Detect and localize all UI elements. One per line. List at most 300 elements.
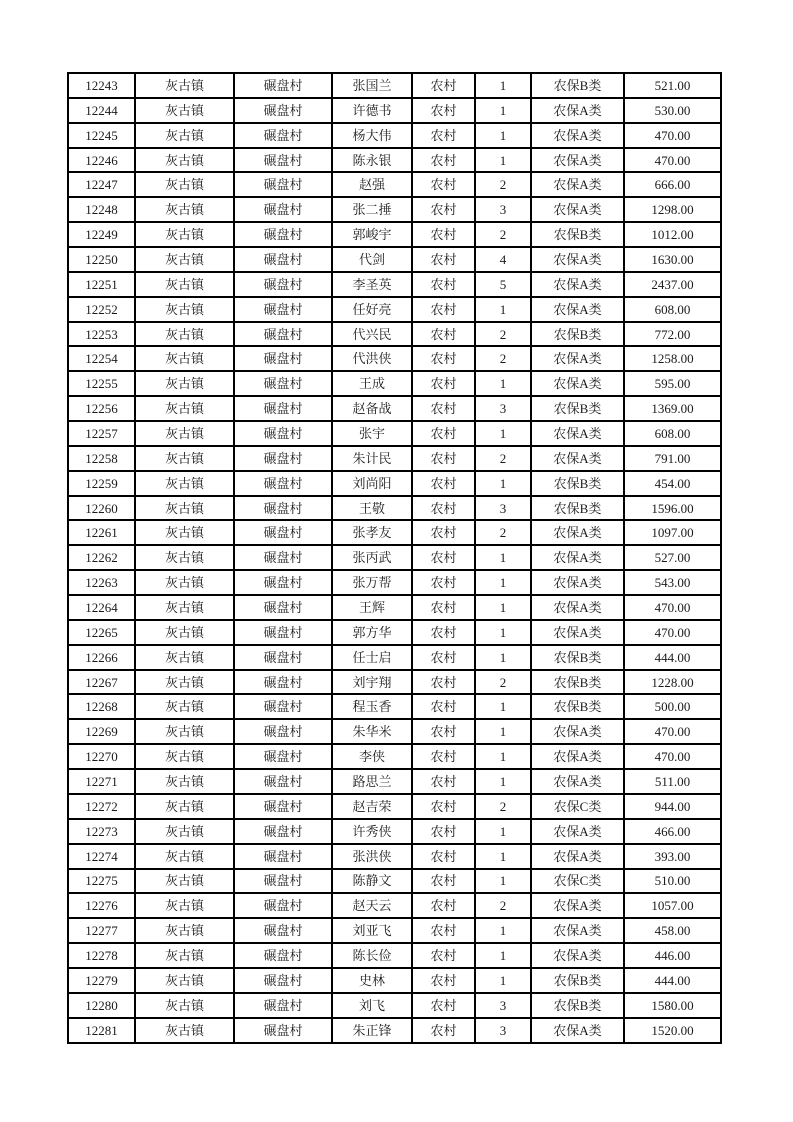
cell-residence-type: 农村 — [412, 446, 475, 471]
cell-serial-number: 12281 — [68, 1018, 135, 1043]
cell-serial-number: 12248 — [68, 197, 135, 222]
cell-village: 碾盘村 — [234, 844, 332, 869]
table-row — [68, 496, 721, 521]
cell-village: 碾盘村 — [234, 769, 332, 794]
cell-person-name: 朱正锋 — [332, 1018, 412, 1043]
cell-residence-type: 农村 — [412, 371, 475, 396]
cell-amount: 454.00 — [624, 471, 721, 496]
cell-insurance-category: 农保A类 — [531, 570, 624, 595]
table-row — [68, 1018, 721, 1043]
cell-amount: 510.00 — [624, 869, 721, 894]
cell-amount: 511.00 — [624, 769, 721, 794]
cell-village: 碾盘村 — [234, 520, 332, 545]
cell-insurance-category: 农保A类 — [531, 844, 624, 869]
cell-residence-type: 农村 — [412, 496, 475, 521]
cell-person-name: 赵天云 — [332, 893, 412, 918]
cell-residence-type: 农村 — [412, 98, 475, 123]
cell-village: 碾盘村 — [234, 719, 332, 744]
cell-serial-number: 12245 — [68, 123, 135, 148]
cell-serial-number: 12271 — [68, 769, 135, 794]
cell-amount: 458.00 — [624, 918, 721, 943]
table-row — [68, 272, 721, 297]
cell-insurance-category: 农保A类 — [531, 744, 624, 769]
cell-insurance-category: 农保A类 — [531, 719, 624, 744]
table-row — [68, 471, 721, 496]
cell-person-count: 1 — [475, 968, 531, 993]
cell-town: 灰古镇 — [135, 346, 234, 371]
cell-residence-type: 农村 — [412, 719, 475, 744]
table-row — [68, 719, 721, 744]
cell-person-count: 2 — [475, 893, 531, 918]
cell-serial-number: 12249 — [68, 222, 135, 247]
cell-person-name: 陈长俭 — [332, 943, 412, 968]
cell-amount: 1580.00 — [624, 993, 721, 1018]
cell-residence-type: 农村 — [412, 297, 475, 322]
cell-serial-number: 12252 — [68, 297, 135, 322]
table-row — [68, 645, 721, 670]
cell-village: 碾盘村 — [234, 297, 332, 322]
cell-amount: 521.00 — [624, 73, 721, 98]
cell-amount: 608.00 — [624, 421, 721, 446]
cell-person-count: 1 — [475, 769, 531, 794]
cell-town: 灰古镇 — [135, 197, 234, 222]
cell-serial-number: 12259 — [68, 471, 135, 496]
cell-town: 灰古镇 — [135, 869, 234, 894]
cell-village: 碾盘村 — [234, 496, 332, 521]
cell-person-name: 郭峻宇 — [332, 222, 412, 247]
cell-insurance-category: 农保A类 — [531, 769, 624, 794]
cell-residence-type: 农村 — [412, 769, 475, 794]
cell-insurance-category: 农保B类 — [531, 73, 624, 98]
cell-person-name: 任士启 — [332, 645, 412, 670]
cell-amount: 444.00 — [624, 645, 721, 670]
table-row — [68, 520, 721, 545]
cell-insurance-category: 农保A类 — [531, 346, 624, 371]
cell-insurance-category: 农保B类 — [531, 396, 624, 421]
table-row — [68, 694, 721, 719]
cell-amount: 444.00 — [624, 968, 721, 993]
table-row — [68, 993, 721, 1018]
cell-town: 灰古镇 — [135, 595, 234, 620]
table-row — [68, 794, 721, 819]
cell-town: 灰古镇 — [135, 73, 234, 98]
cell-residence-type: 农村 — [412, 197, 475, 222]
cell-person-name: 张二捶 — [332, 197, 412, 222]
cell-serial-number: 12256 — [68, 396, 135, 421]
cell-person-count: 3 — [475, 1018, 531, 1043]
table-row — [68, 670, 721, 695]
cell-person-name: 刘飞 — [332, 993, 412, 1018]
cell-town: 灰古镇 — [135, 918, 234, 943]
cell-amount: 1228.00 — [624, 670, 721, 695]
cell-person-count: 1 — [475, 744, 531, 769]
table-row — [68, 98, 721, 123]
cell-village: 碾盘村 — [234, 222, 332, 247]
cell-insurance-category: 农保A类 — [531, 98, 624, 123]
cell-insurance-category: 农保A类 — [531, 172, 624, 197]
cell-person-name: 张洪侠 — [332, 844, 412, 869]
cell-person-count: 1 — [475, 869, 531, 894]
cell-town: 灰古镇 — [135, 794, 234, 819]
cell-residence-type: 农村 — [412, 620, 475, 645]
cell-town: 灰古镇 — [135, 769, 234, 794]
cell-village: 碾盘村 — [234, 272, 332, 297]
cell-insurance-category: 农保A类 — [531, 620, 624, 645]
cell-village: 碾盘村 — [234, 123, 332, 148]
cell-amount: 393.00 — [624, 844, 721, 869]
cell-person-count: 1 — [475, 595, 531, 620]
cell-person-count: 3 — [475, 396, 531, 421]
cell-serial-number: 12262 — [68, 545, 135, 570]
cell-residence-type: 农村 — [412, 893, 475, 918]
cell-person-count: 2 — [475, 322, 531, 347]
cell-village: 碾盘村 — [234, 1018, 332, 1043]
cell-town: 灰古镇 — [135, 844, 234, 869]
cell-residence-type: 农村 — [412, 670, 475, 695]
cell-village: 碾盘村 — [234, 570, 332, 595]
cell-residence-type: 农村 — [412, 396, 475, 421]
table-row — [68, 968, 721, 993]
cell-insurance-category: 农保A类 — [531, 918, 624, 943]
cell-person-count: 1 — [475, 620, 531, 645]
cell-insurance-category: 农保A类 — [531, 446, 624, 471]
cell-village: 碾盘村 — [234, 794, 332, 819]
cell-village: 碾盘村 — [234, 197, 332, 222]
cell-serial-number: 12280 — [68, 993, 135, 1018]
cell-insurance-category: 农保B类 — [531, 322, 624, 347]
cell-serial-number: 12277 — [68, 918, 135, 943]
cell-serial-number: 12270 — [68, 744, 135, 769]
cell-amount: 772.00 — [624, 322, 721, 347]
cell-person-name: 赵吉荣 — [332, 794, 412, 819]
cell-person-count: 1 — [475, 297, 531, 322]
cell-insurance-category: 农保A类 — [531, 819, 624, 844]
cell-town: 灰古镇 — [135, 520, 234, 545]
table-row — [68, 570, 721, 595]
cell-village: 碾盘村 — [234, 744, 332, 769]
cell-residence-type: 农村 — [412, 744, 475, 769]
cell-amount: 1012.00 — [624, 222, 721, 247]
cell-insurance-category: 农保A类 — [531, 421, 624, 446]
cell-residence-type: 农村 — [412, 73, 475, 98]
cell-serial-number: 12261 — [68, 520, 135, 545]
table-row — [68, 222, 721, 247]
cell-village: 碾盘村 — [234, 346, 332, 371]
cell-amount: 1097.00 — [624, 520, 721, 545]
table-row — [68, 322, 721, 347]
cell-residence-type: 农村 — [412, 794, 475, 819]
cell-serial-number: 12265 — [68, 620, 135, 645]
cell-insurance-category: 农保B类 — [531, 471, 624, 496]
cell-person-count: 1 — [475, 421, 531, 446]
insurance-payment-table — [67, 72, 722, 1044]
cell-person-count: 4 — [475, 247, 531, 272]
cell-person-name: 张万帮 — [332, 570, 412, 595]
table-row — [68, 172, 721, 197]
table-row — [68, 769, 721, 794]
cell-person-name: 张丙武 — [332, 545, 412, 570]
cell-town: 灰古镇 — [135, 744, 234, 769]
cell-amount: 1630.00 — [624, 247, 721, 272]
table-row — [68, 197, 721, 222]
cell-town: 灰古镇 — [135, 123, 234, 148]
cell-serial-number: 12254 — [68, 346, 135, 371]
cell-person-count: 2 — [475, 222, 531, 247]
cell-person-count: 1 — [475, 471, 531, 496]
cell-residence-type: 农村 — [412, 570, 475, 595]
cell-amount: 1057.00 — [624, 893, 721, 918]
cell-village: 碾盘村 — [234, 98, 332, 123]
cell-residence-type: 农村 — [412, 869, 475, 894]
table-row — [68, 943, 721, 968]
cell-serial-number: 12260 — [68, 496, 135, 521]
cell-residence-type: 农村 — [412, 520, 475, 545]
table-row — [68, 297, 721, 322]
cell-amount: 595.00 — [624, 371, 721, 396]
cell-town: 灰古镇 — [135, 148, 234, 173]
cell-village: 碾盘村 — [234, 73, 332, 98]
cell-person-count: 2 — [475, 520, 531, 545]
cell-person-name: 史林 — [332, 968, 412, 993]
cell-residence-type: 农村 — [412, 918, 475, 943]
cell-serial-number: 12267 — [68, 670, 135, 695]
cell-town: 灰古镇 — [135, 496, 234, 521]
cell-person-name: 程玉香 — [332, 694, 412, 719]
cell-serial-number: 12244 — [68, 98, 135, 123]
cell-person-name: 刘宇翔 — [332, 670, 412, 695]
cell-town: 灰古镇 — [135, 446, 234, 471]
cell-amount: 527.00 — [624, 545, 721, 570]
cell-insurance-category: 农保B类 — [531, 670, 624, 695]
cell-person-name: 王成 — [332, 371, 412, 396]
cell-residence-type: 农村 — [412, 844, 475, 869]
cell-residence-type: 农村 — [412, 694, 475, 719]
cell-village: 碾盘村 — [234, 421, 332, 446]
cell-town: 灰古镇 — [135, 545, 234, 570]
table-row — [68, 893, 721, 918]
cell-residence-type: 农村 — [412, 421, 475, 446]
cell-person-name: 陈永银 — [332, 148, 412, 173]
cell-village: 碾盘村 — [234, 819, 332, 844]
cell-person-count: 3 — [475, 496, 531, 521]
cell-insurance-category: 农保B类 — [531, 645, 624, 670]
cell-village: 碾盘村 — [234, 247, 332, 272]
cell-person-count: 1 — [475, 719, 531, 744]
cell-person-count: 1 — [475, 694, 531, 719]
cell-village: 碾盘村 — [234, 595, 332, 620]
cell-town: 灰古镇 — [135, 272, 234, 297]
cell-village: 碾盘村 — [234, 968, 332, 993]
cell-amount: 1596.00 — [624, 496, 721, 521]
cell-village: 碾盘村 — [234, 446, 332, 471]
cell-amount: 1369.00 — [624, 396, 721, 421]
cell-village: 碾盘村 — [234, 694, 332, 719]
cell-town: 灰古镇 — [135, 943, 234, 968]
cell-person-name: 任好亮 — [332, 297, 412, 322]
cell-residence-type: 农村 — [412, 943, 475, 968]
cell-serial-number: 12258 — [68, 446, 135, 471]
cell-residence-type: 农村 — [412, 346, 475, 371]
cell-person-name: 李圣英 — [332, 272, 412, 297]
cell-person-name: 张宇 — [332, 421, 412, 446]
cell-person-name: 许秀侠 — [332, 819, 412, 844]
cell-insurance-category: 农保A类 — [531, 272, 624, 297]
cell-insurance-category: 农保B类 — [531, 694, 624, 719]
cell-person-count: 2 — [475, 346, 531, 371]
cell-insurance-category: 农保A类 — [531, 520, 624, 545]
cell-amount: 470.00 — [624, 595, 721, 620]
cell-person-count: 1 — [475, 371, 531, 396]
cell-village: 碾盘村 — [234, 620, 332, 645]
cell-insurance-category: 农保A类 — [531, 297, 624, 322]
cell-amount: 500.00 — [624, 694, 721, 719]
cell-person-count: 1 — [475, 545, 531, 570]
cell-person-name: 许德书 — [332, 98, 412, 123]
cell-serial-number: 12253 — [68, 322, 135, 347]
cell-town: 灰古镇 — [135, 222, 234, 247]
cell-amount: 470.00 — [624, 620, 721, 645]
cell-serial-number: 12275 — [68, 869, 135, 894]
cell-amount: 608.00 — [624, 297, 721, 322]
cell-person-count: 3 — [475, 197, 531, 222]
cell-serial-number: 12279 — [68, 968, 135, 993]
table-body — [68, 73, 721, 1043]
cell-town: 灰古镇 — [135, 396, 234, 421]
table-row — [68, 819, 721, 844]
cell-village: 碾盘村 — [234, 670, 332, 695]
cell-amount: 446.00 — [624, 943, 721, 968]
cell-serial-number: 12243 — [68, 73, 135, 98]
cell-insurance-category: 农保A类 — [531, 1018, 624, 1043]
cell-insurance-category: 农保B类 — [531, 496, 624, 521]
cell-insurance-category: 农保A类 — [531, 893, 624, 918]
cell-person-name: 朱计民 — [332, 446, 412, 471]
cell-town: 灰古镇 — [135, 993, 234, 1018]
table-row — [68, 545, 721, 570]
cell-amount: 791.00 — [624, 446, 721, 471]
cell-insurance-category: 农保A类 — [531, 545, 624, 570]
cell-serial-number: 12255 — [68, 371, 135, 396]
cell-town: 灰古镇 — [135, 1018, 234, 1043]
cell-residence-type: 农村 — [412, 172, 475, 197]
table-row — [68, 123, 721, 148]
cell-person-count: 1 — [475, 943, 531, 968]
cell-person-count: 2 — [475, 794, 531, 819]
cell-person-count: 1 — [475, 570, 531, 595]
cell-serial-number: 12263 — [68, 570, 135, 595]
cell-residence-type: 农村 — [412, 1018, 475, 1043]
cell-insurance-category: 农保A类 — [531, 123, 624, 148]
cell-person-count: 1 — [475, 98, 531, 123]
cell-village: 碾盘村 — [234, 869, 332, 894]
cell-person-name: 李侠 — [332, 744, 412, 769]
cell-town: 灰古镇 — [135, 893, 234, 918]
cell-person-count: 3 — [475, 993, 531, 1018]
table-row — [68, 371, 721, 396]
cell-person-name: 郭方华 — [332, 620, 412, 645]
cell-town: 灰古镇 — [135, 322, 234, 347]
cell-serial-number: 12266 — [68, 645, 135, 670]
cell-person-name: 陈静文 — [332, 869, 412, 894]
table-row — [68, 620, 721, 645]
cell-town: 灰古镇 — [135, 98, 234, 123]
cell-serial-number: 12268 — [68, 694, 135, 719]
cell-amount: 1258.00 — [624, 346, 721, 371]
cell-person-name: 张孝友 — [332, 520, 412, 545]
cell-person-count: 1 — [475, 148, 531, 173]
cell-person-name: 朱华米 — [332, 719, 412, 744]
cell-insurance-category: 农保A类 — [531, 943, 624, 968]
cell-residence-type: 农村 — [412, 322, 475, 347]
cell-person-count: 1 — [475, 819, 531, 844]
cell-insurance-category: 农保B类 — [531, 968, 624, 993]
cell-serial-number: 12250 — [68, 247, 135, 272]
cell-person-count: 2 — [475, 670, 531, 695]
cell-person-name: 代兴民 — [332, 322, 412, 347]
cell-town: 灰古镇 — [135, 670, 234, 695]
cell-town: 灰古镇 — [135, 819, 234, 844]
cell-village: 碾盘村 — [234, 322, 332, 347]
cell-residence-type: 农村 — [412, 222, 475, 247]
cell-amount: 543.00 — [624, 570, 721, 595]
cell-town: 灰古镇 — [135, 570, 234, 595]
cell-person-name: 赵备战 — [332, 396, 412, 421]
cell-insurance-category: 农保A类 — [531, 371, 624, 396]
cell-amount: 530.00 — [624, 98, 721, 123]
cell-person-count: 2 — [475, 446, 531, 471]
cell-residence-type: 农村 — [412, 272, 475, 297]
cell-amount: 470.00 — [624, 148, 721, 173]
table-row — [68, 918, 721, 943]
cell-village: 碾盘村 — [234, 371, 332, 396]
cell-residence-type: 农村 — [412, 471, 475, 496]
table-row — [68, 247, 721, 272]
table-row — [68, 844, 721, 869]
cell-serial-number: 12278 — [68, 943, 135, 968]
cell-amount: 470.00 — [624, 744, 721, 769]
cell-town: 灰古镇 — [135, 471, 234, 496]
cell-insurance-category: 农保C类 — [531, 869, 624, 894]
cell-town: 灰古镇 — [135, 421, 234, 446]
table-row — [68, 744, 721, 769]
cell-town: 灰古镇 — [135, 371, 234, 396]
cell-amount: 470.00 — [624, 123, 721, 148]
cell-serial-number: 12251 — [68, 272, 135, 297]
cell-amount: 2437.00 — [624, 272, 721, 297]
cell-residence-type: 农村 — [412, 819, 475, 844]
cell-person-name: 路思兰 — [332, 769, 412, 794]
cell-amount: 1298.00 — [624, 197, 721, 222]
table-row — [68, 869, 721, 894]
cell-village: 碾盘村 — [234, 396, 332, 421]
cell-person-count: 1 — [475, 844, 531, 869]
cell-town: 灰古镇 — [135, 694, 234, 719]
cell-serial-number: 12264 — [68, 595, 135, 620]
table-row — [68, 346, 721, 371]
cell-town: 灰古镇 — [135, 645, 234, 670]
cell-serial-number: 12273 — [68, 819, 135, 844]
cell-person-count: 1 — [475, 73, 531, 98]
cell-residence-type: 农村 — [412, 123, 475, 148]
cell-insurance-category: 农保B类 — [531, 993, 624, 1018]
cell-person-count: 1 — [475, 918, 531, 943]
cell-person-name: 张国兰 — [332, 73, 412, 98]
cell-town: 灰古镇 — [135, 297, 234, 322]
cell-serial-number: 12246 — [68, 148, 135, 173]
cell-serial-number: 12272 — [68, 794, 135, 819]
cell-village: 碾盘村 — [234, 148, 332, 173]
cell-town: 灰古镇 — [135, 719, 234, 744]
